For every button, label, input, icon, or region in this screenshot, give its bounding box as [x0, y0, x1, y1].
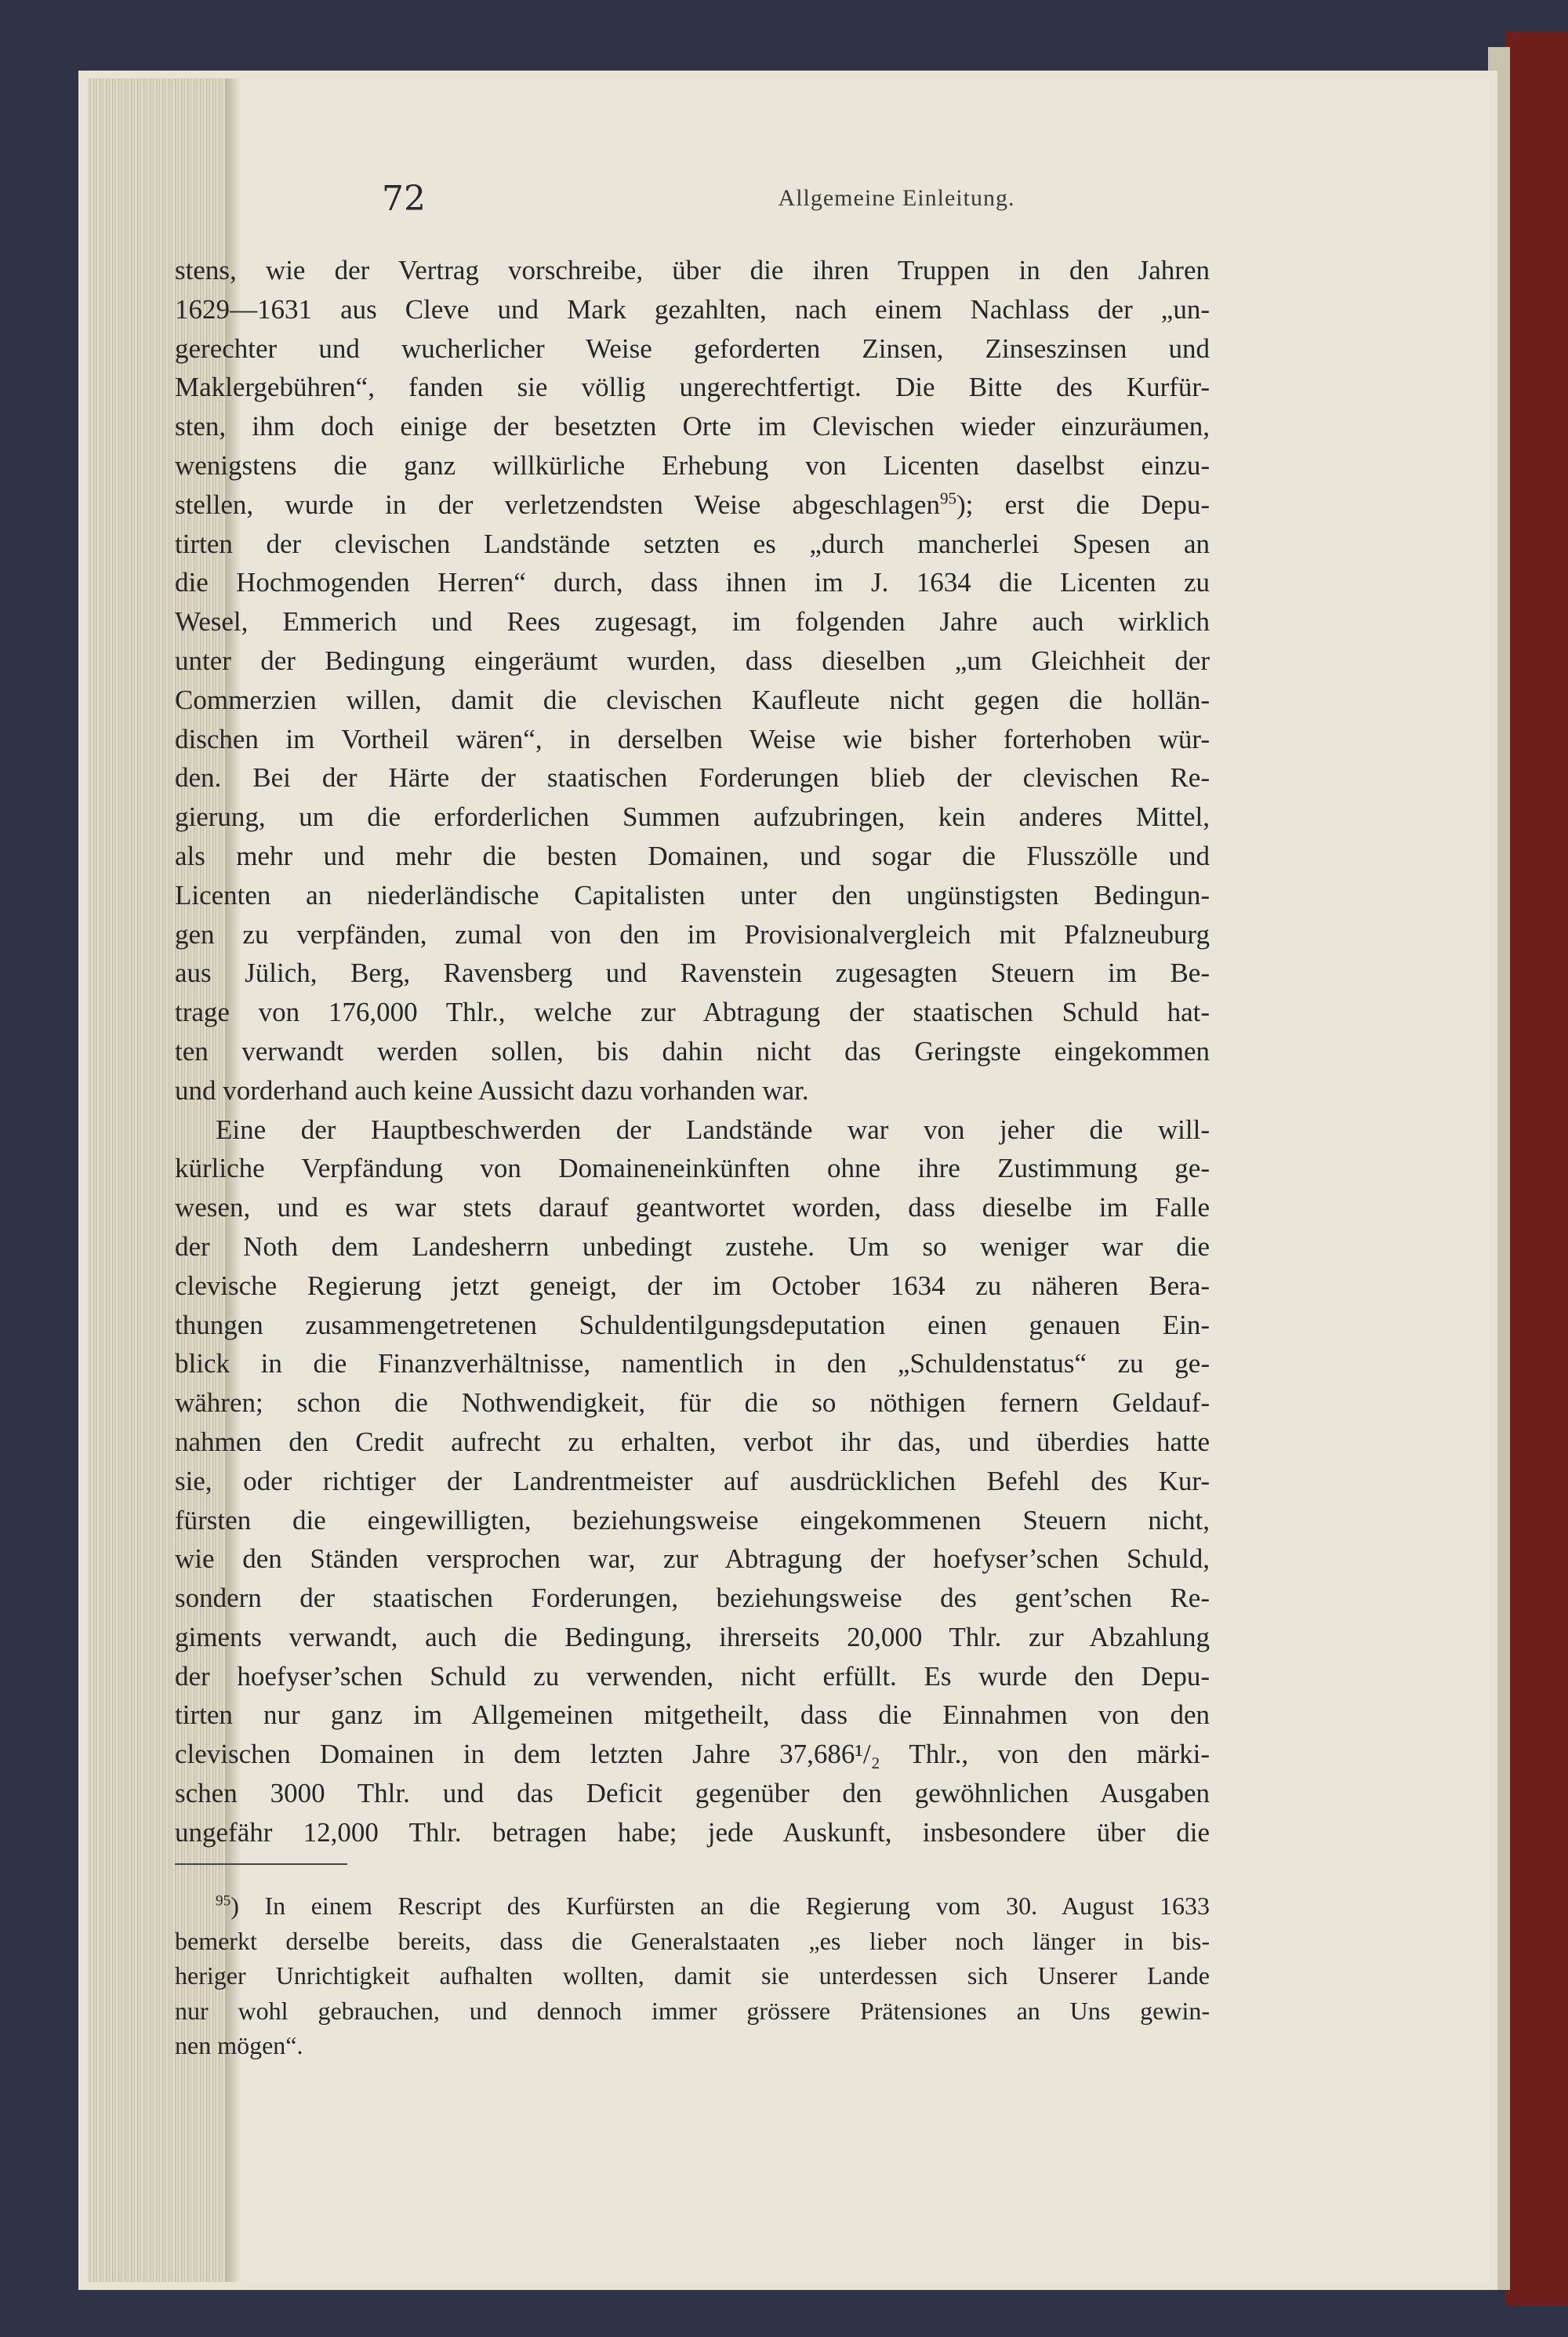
text-line: stens, wie der Vertrag vorschreibe, über die ihren Truppen in den Jahren — [175, 255, 1210, 285]
book-cover-edge — [1505, 31, 1568, 2306]
footnote-rule — [175, 1863, 347, 1865]
text-line: gerechter und wucherlicher Weise geforderten Zinsen, Zinseszinsen und — [175, 333, 1210, 364]
text-line: sie, oder richtiger der Landrentmeister auf ausdrücklichen Befehl des Kur- — [175, 1465, 1210, 1496]
text-line: giments verwandt, auch die Bedingung, ihrerseits 20,000 Thlr. zur Abzahlung — [175, 1621, 1210, 1652]
text-line: währen; schon die Nothwendigkeit, für die so nöthigen fernern Geldauf- — [175, 1387, 1210, 1419]
paragraph-start-line: Eine der Hauptbeschwerden der Landstände war von jeher die will- — [216, 1114, 1210, 1145]
text-line: die Hochmogenden Herren“ durch, dass ihnen im J. 1634 die Licenten zu — [175, 567, 1210, 598]
text-line: wenigstens die ganz willkürliche Erhebung von Licenten daselbst einzu- — [175, 449, 1210, 481]
text-line: der hoefyser’schen Schuld zu verwenden, nicht erfüllt. Es wurde den Depu- — [175, 1660, 1210, 1692]
text-line: gen zu verpfänden, zumal von den im Provisionalvergleich mit Pfalzneuburg — [175, 918, 1210, 950]
text-segment: ); erst die Depu- — [956, 489, 1210, 520]
text-line: den. Bei der Härte der staatischen Forderungen blieb der clevischen Re- — [175, 762, 1210, 794]
text-line: wie den Ständen versprochen war, zur Abtragung der hoefyser’schen Schuld, — [175, 1543, 1210, 1575]
text-line: wesen, und es war stets darauf geantwortet worden, dass dieselbe im Falle — [175, 1192, 1210, 1223]
text-line: Maklergebühren“, fanden sie völlig ungerechtfertigt. Die Bitte des Kurfür- — [175, 372, 1210, 403]
text-segment: clevischen Domainen in dem letzten Jahre 37,686 — [175, 1739, 855, 1770]
text-segment: Thlr., von den märki- — [880, 1739, 1210, 1770]
text-line — [175, 1735, 1210, 1774]
page-header — [382, 179, 1411, 242]
footnote-ref: 95 — [939, 489, 956, 508]
text-line: nahmen den Credit aufrecht zu erhalten, verbot ihr das, und überdies hatte — [175, 1426, 1210, 1457]
fraction: ¹/₂ — [855, 1739, 880, 1770]
footnote-line: nur wohl gebrauchen, und dennoch immer grössere Prätensiones an Uns gewin- — [175, 1996, 1210, 2025]
text-line: tirten der clevischen Landstände setzten es „durch mancherlei Spesen an — [175, 528, 1210, 559]
text-line: blick in die Finanzverhältnisse, namentlich in den „Schuldenstatus“ zu ge- — [175, 1348, 1210, 1379]
text-line: Licenten an niederländische Capitalisten unter den ungünstigsten Bedingun- — [175, 879, 1210, 910]
body-text — [175, 251, 1210, 1852]
text-segment: ) In einem Rescript des Kurfürsten an die Regierung vom 30. August 1633 — [230, 1892, 1210, 1920]
text-line: schen 3000 Thlr. und das Deficit gegenüber den gewöhnlichen Ausgaben — [175, 1778, 1210, 1809]
text-line: als mehr und mehr die besten Domainen, und sogar die Flusszölle und — [175, 840, 1210, 871]
text-line: unter der Bedingung eingeräumt wurden, dass dieselben „um Gleichheit der — [175, 645, 1210, 676]
text-line: 1629—1631 aus Cleve und Mark gezahlten, nach einem Nachlass der „un- — [175, 293, 1210, 325]
text-line: ungefähr 12,000 Thlr. betragen habe; jede Auskunft, insbesondere über die — [175, 1816, 1210, 1848]
text-line: sondern der staatischen Forderungen, beziehungsweise des gent’schen Re- — [175, 1583, 1210, 1614]
text-line: trage von 176,000 Thlr., welche zur Abtragung der staatischen Schuld hat- — [175, 997, 1210, 1028]
text-line: kürliche Verpfändung von Domaineneinkünften ohne ihre Zustimmung ge- — [175, 1153, 1210, 1184]
running-title: Allgemeine Einleitung. — [778, 185, 1015, 211]
footnote-line — [175, 1888, 1210, 1924]
text-line: Wesel, Emmerich und Rees zugesagt, im folgenden Jahre auch wirklich — [175, 606, 1210, 638]
text-line: sten, ihm doch einige der besetzten Orte im Clevischen wieder einzuräumen, — [175, 411, 1210, 442]
footnote-line: bemerkt derselbe bereits, dass die Generalstaaten „es lieber noch länger in bis- — [175, 1926, 1210, 1955]
text-line: thungen zusammengetretenen Schuldentilgungsdeputation einen genauen Ein- — [175, 1309, 1210, 1340]
text-line: fürsten die eingewilligten, beziehungsweise eingekommenen Steuern nicht, — [175, 1504, 1210, 1536]
text-line: ten verwandt werden sollen, bis dahin nicht das Geringste eingekommen — [175, 1035, 1210, 1067]
text-line: Commerzien willen, damit die clevischen Kaufleute nicht gegen die hollän- — [175, 684, 1210, 715]
text-segment: stellen, wurde in der verletzendsten Weise abgeschlagen — [175, 489, 940, 520]
text-line: und vorderhand auch keine Aussicht dazu vorhanden war. — [175, 1074, 809, 1106]
text-line: tirten nur ganz im Allgemeinen mitgetheilt, dass die Einnahmen von den — [175, 1699, 1210, 1731]
text-line: gierung, um die erforderlichen Summen aufzubringen, kein anderes Mittel, — [175, 801, 1210, 833]
page-number: 72 — [382, 179, 426, 219]
text-line: dischen im Vortheil wären“, in derselben Weise wie bisher forterhoben wür- — [175, 723, 1210, 754]
footnote-marker: 95 — [216, 1892, 231, 1910]
footnote-line: nen mögen“. — [175, 2031, 303, 2059]
text-line: der Noth dem Landesherrn unbedingt zustehe. Um so weniger war die — [175, 1230, 1210, 1262]
text-line: clevische Regierung jetzt geneigt, der im October 1634 zu näheren Bera- — [175, 1270, 1210, 1301]
text-line — [175, 485, 1210, 525]
text-line: aus Jülich, Berg, Ravensberg und Ravenstein zugesagten Steuern im Be- — [175, 958, 1210, 989]
footnote — [175, 1888, 1210, 2063]
footnote-line: heriger Unrichtigkeit aufhalten wollten, damit sie unterdessen sich Unserer Lande — [175, 1961, 1210, 1990]
